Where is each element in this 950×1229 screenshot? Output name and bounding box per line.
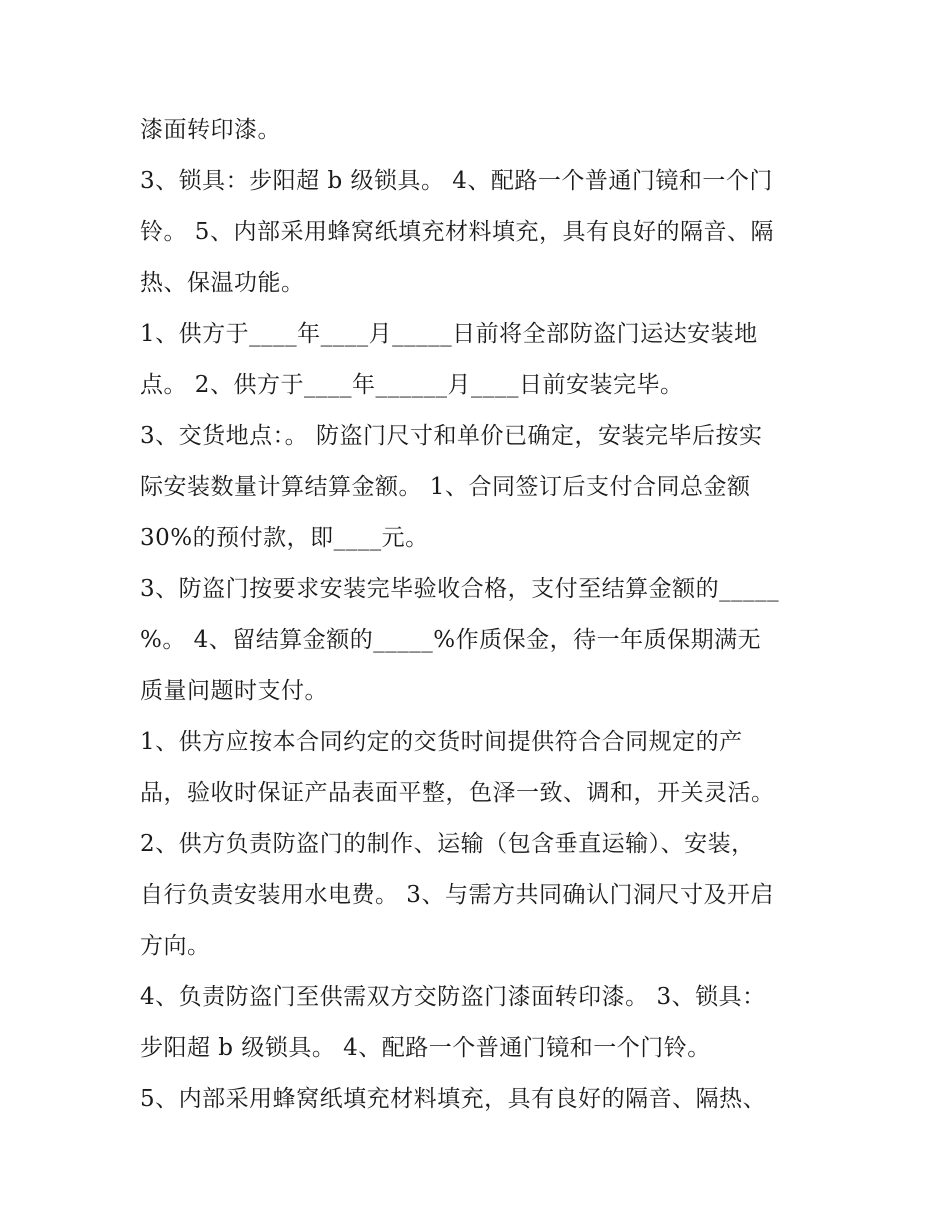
text-line: 4、负责防盗门至供需双方交防盗门漆面转印漆。 3、锁具： [140, 984, 766, 1010]
text-line: 步阳超 b 级锁具。 4、配路一个普通门镜和一个门铃。 [140, 1035, 711, 1061]
text-line: 3、交货地点：。 防盗门尺寸和单价已确定，安装完毕后按实 [140, 423, 763, 449]
text-line: 铃。 5、内部采用蜂窝纸填充材料填充，具有良好的隔音、隔 [140, 219, 774, 245]
text-line: 3、锁具：步阳超 b 级锁具。 4、配路一个普通门镜和一个门 [140, 168, 773, 194]
text-line: %。 4、留结算金额的_____%作质保金，待一年质保期满无 [140, 627, 762, 653]
text-line: 际安装数量计算结算金额。 1、合同签订后支付合同总金额 [140, 474, 751, 500]
text-line: 漆面转印漆。 [140, 117, 281, 143]
document-body [140, 105, 810, 1125]
text-line: 3、防盗门按要求安装完毕验收合格，支付至结算金额的_____ [140, 576, 780, 602]
text-line: 质量问题时支付。 [140, 678, 328, 704]
text-line: 1、供方应按本合同约定的交货时间提供符合合同规定的产 [140, 729, 743, 755]
text-line: 自行负责安装用水电费。 3、与需方共同确认门洞尺寸及开启 [140, 882, 774, 908]
text-line: 30%的预付款，即____元。 [140, 525, 429, 551]
text-line: 品，验收时保证产品表面平整，色泽一致、调和，开关灵活。 [140, 780, 775, 806]
text-line: 方向。 [140, 933, 211, 959]
text-line: 2、供方负责防盗门的制作、运输（包含垂直运输）、安装， [140, 831, 755, 857]
text-line: 1、供方于____年____月_____日前将全部防盗门运达安装地 [140, 321, 758, 347]
text-line: 热、保温功能。 [140, 270, 305, 296]
text-line: 5、内部采用蜂窝纸填充材料填充，具有良好的隔音、隔热、 [140, 1086, 767, 1112]
text-line: 点。 2、供方于____年______月____日前安装完毕。 [140, 372, 684, 398]
